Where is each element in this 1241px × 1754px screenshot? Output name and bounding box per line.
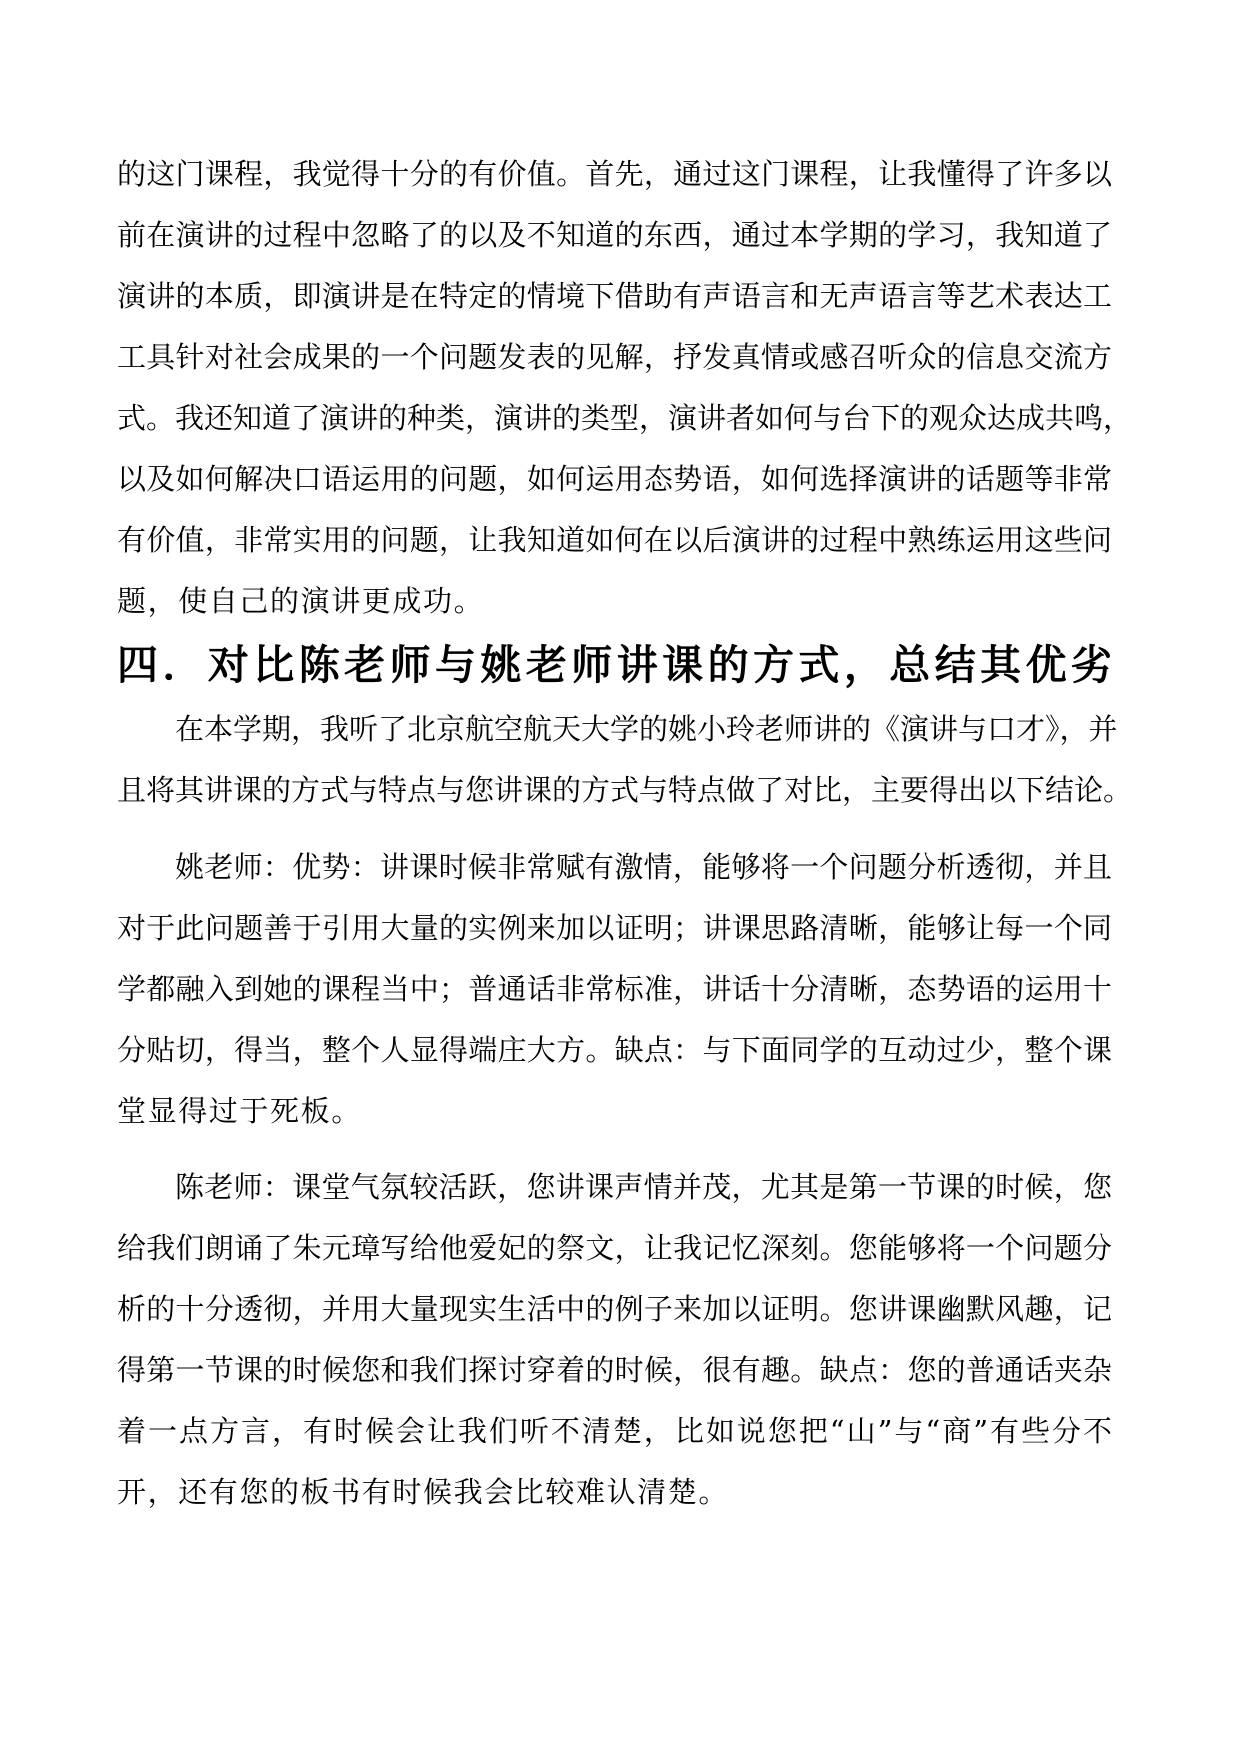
text-line: 的这门课程，我觉得十分的有价值。首先，通过这门课程，让我懂得了许多以 xyxy=(117,157,1112,191)
text-line: 学都融入到她的课程当中；普通话非常标准，讲话十分清晰，态势语的运用十 xyxy=(117,972,1112,1006)
text-line: 在本学期，我听了北京航空航天大学的姚小玲老师讲的《演讲与口才》，并 xyxy=(175,712,1118,746)
text-line: 且将其讲课的方式与特点与您讲课的方式与特点做了对比，主要得出以下结论。 xyxy=(117,773,1133,807)
text-line: 得第一节课的时候您和我们探讨穿着的时候，很有趣。缺点：您的普通话夹杂 xyxy=(117,1353,1112,1387)
text-line: 式。我还知道了演讲的种类，演讲的类型，演讲者如何与台下的观众达成共鸣， xyxy=(117,401,1133,435)
text-line: 姚老师：优势：讲课时候非常赋有激情，能够将一个问题分析透彻，并且 xyxy=(175,850,1112,884)
text-line: 题，使自己的演讲更成功。 xyxy=(117,584,485,618)
text-line: 析的十分透彻，并用大量现实生活中的例子来加以证明。您讲课幽默风趣，记 xyxy=(117,1292,1112,1326)
text-line: 前在演讲的过程中忽略了的以及不知道的东西，通过本学期的学习，我知道了 xyxy=(117,218,1112,252)
text-line: 演讲的本质，即演讲是在特定的情境下借助有声语言和无声语言等艺术表达工 xyxy=(117,279,1112,313)
text-line: 着一点方言，有时候会让我们听不清楚，比如说您把“山”与“商”有些分不 xyxy=(117,1414,1112,1448)
text-line: 有价值，非常实用的问题，让我知道如何在以后演讲的过程中熟练运用这些问 xyxy=(117,523,1112,557)
text-line: 工具针对社会成果的一个问题发表的见解，抒发真情或感召听众的信息交流方 xyxy=(117,340,1112,374)
text-line: 陈老师：课堂气氛较活跃，您讲课声情并茂，尤其是第一节课的时候，您 xyxy=(175,1170,1112,1204)
text-line: 分贴切，得当，整个人显得端庄大方。缺点：与下面同学的互动过少，整个课 xyxy=(117,1033,1112,1067)
text-line: 给我们朗诵了朱元璋写给他爱妃的祭文，让我记忆深刻。您能够将一个问题分 xyxy=(117,1231,1112,1265)
text-line: 堂显得过于死板。 xyxy=(117,1094,362,1128)
text-line: 以及如何解决口语运用的问题，如何运用态势语，如何选择演讲的话题等非常 xyxy=(117,462,1112,496)
text-line: 开，还有您的板书有时候我会比较难认清楚。 xyxy=(117,1475,730,1509)
text-line: 对于此问题善于引用大量的实例来加以证明；讲课思路清晰，能够让每一个同 xyxy=(117,911,1112,945)
section-heading: 四．对比陈老师与姚老师讲课的方式，总结其优劣 xyxy=(117,641,1112,689)
